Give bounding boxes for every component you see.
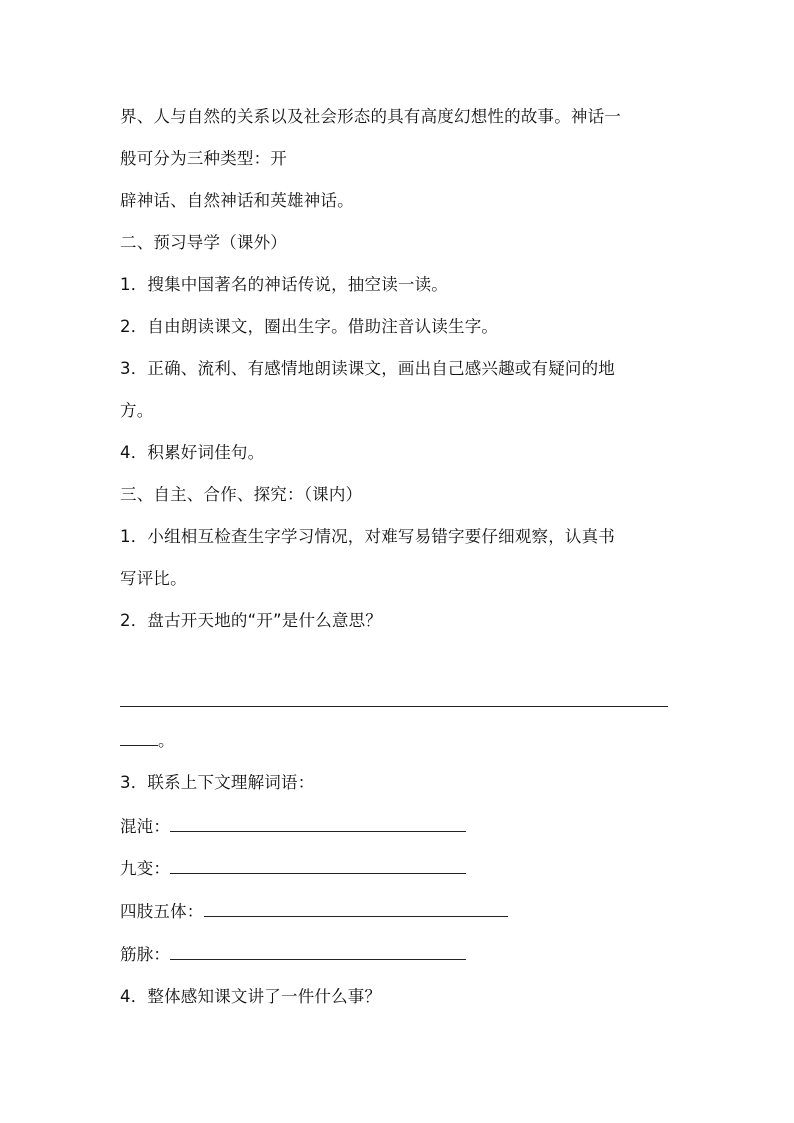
inquiry-item-2: 2．盘古开天地的“开”是什么意思？ [120,611,382,630]
vocab-row [120,816,680,838]
intro-line-2: 般可分为三种类型：开 [120,149,287,168]
vocab-answer-blank[interactable] [204,902,508,917]
answer-end-mark: 。 [158,731,175,750]
preview-item-4: 4．积累好词佳句。 [120,443,265,462]
preview-item-3-line-2: 方。 [120,401,154,420]
preview-item-3-line-1: 3．正确、流利、有感情地朗读课文，画出自己感兴趣或有疑问的地 [120,359,615,378]
answer-blank-long[interactable] [120,706,668,707]
intro-line-3: 辟神话、自然神话和英雄神话。 [120,191,354,210]
section-heading-inquiry: 三、自主、合作、探究：（课内） [120,485,363,504]
preview-item-2: 2．自由朗读课文，圈出生字。借助注音认读生字。 [120,317,499,336]
vocab-term: 筋脉： [120,945,171,964]
inquiry-item-1-line-1: 1．小组相互检查生字学习情况，对难写易错字要仔细观察，认真书 [120,527,615,546]
section-heading-preview: 二、预习导学（课外） [120,233,287,252]
inquiry-item-3: 3．联系上下文理解词语： [120,773,315,792]
answer-blank-short[interactable] [120,731,158,746]
vocab-term: 九变： [120,859,171,878]
preview-item-1: 1．搜集中国著名的神话传说，抽空读一读。 [120,275,448,294]
vocab-term: 四肢五体： [120,902,204,921]
vocab-term: 混沌： [120,817,171,836]
vocab-answer-blank[interactable] [170,945,466,960]
vocab-row [120,858,680,880]
intro-line-1: 界、人与自然的关系以及社会形态的具有高度幻想性的故事。神话一 [120,107,621,126]
answer-blank-end-line [120,730,680,752]
inquiry-item-1-line-2: 写评比。 [120,569,187,588]
inquiry-item-4: 4．整体感知课文讲了一件什么事？ [120,987,382,1006]
vocab-row [120,944,680,966]
vocab-answer-blank[interactable] [170,859,466,874]
vocab-answer-blank[interactable] [170,817,466,832]
vocab-row [120,901,680,923]
